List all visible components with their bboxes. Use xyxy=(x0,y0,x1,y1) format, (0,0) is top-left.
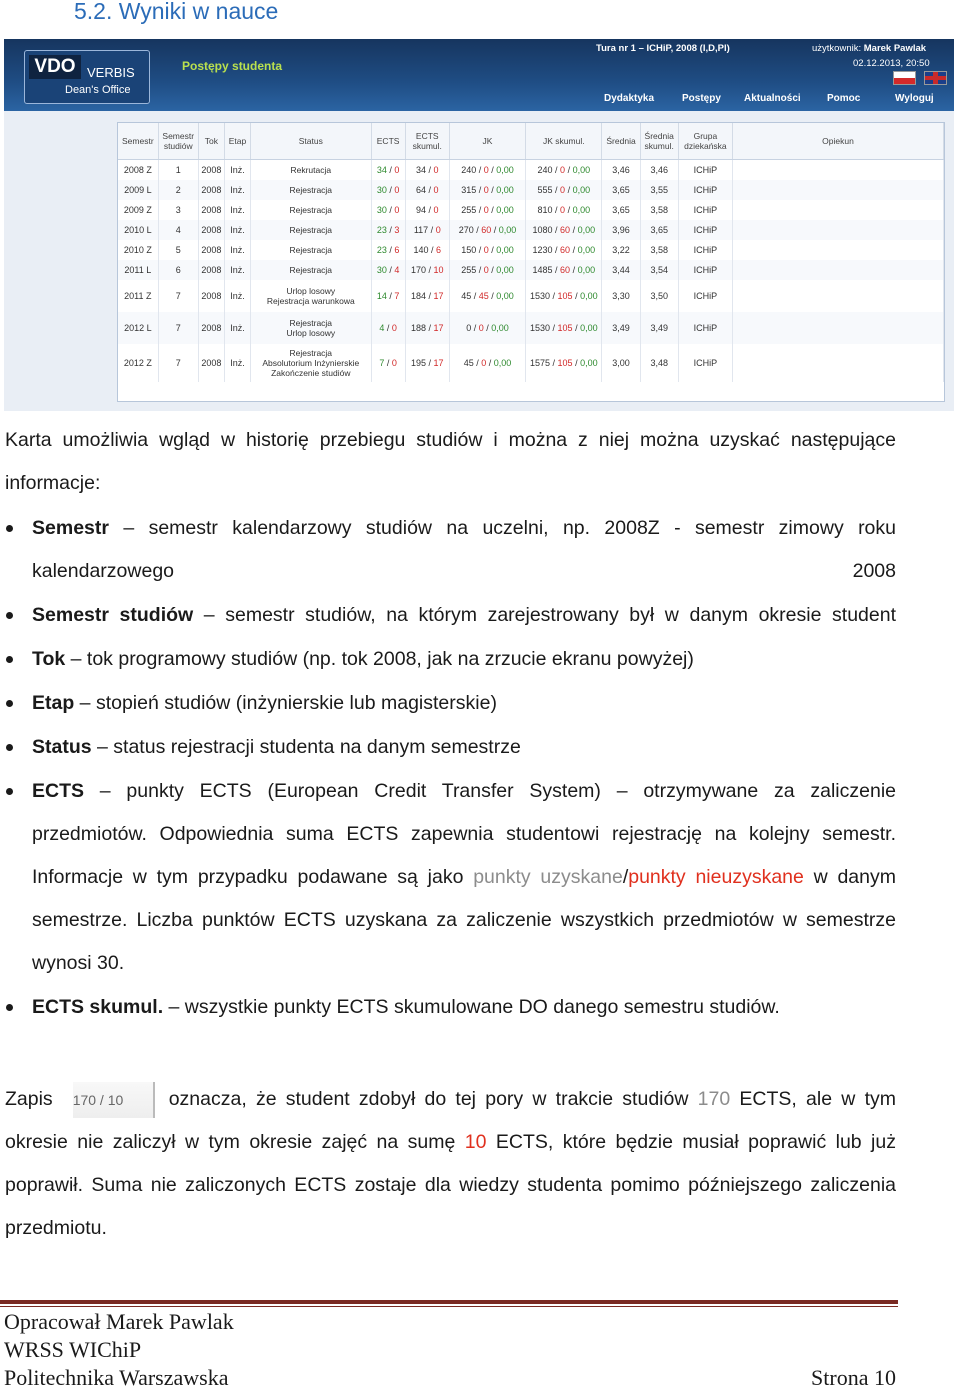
cell-srednia: 3,65 xyxy=(602,200,640,220)
english-flag-icon[interactable] xyxy=(924,71,947,85)
cell-grupa: ICHiP xyxy=(678,220,732,240)
user-info: użytkownik: Marek Pawlak xyxy=(812,43,927,54)
col-semestr-studiow[interactable]: Semestr studiów xyxy=(158,123,198,160)
cell-tok: 2008 xyxy=(198,180,224,200)
col-semestr[interactable]: Semestr xyxy=(118,123,158,160)
cell-srednia-skumul: 3,58 xyxy=(640,200,678,220)
cell-opiekun xyxy=(733,240,944,260)
cell-status: Rejestracja xyxy=(251,220,372,240)
cell-etap: Inż. xyxy=(224,312,250,344)
list-item-etap: Etap – stopień studiów (inżynierskie lub magisterskie) xyxy=(5,682,896,725)
cell-opiekun xyxy=(733,180,944,200)
cell-ects: 7 / 0 xyxy=(371,344,405,382)
session-info xyxy=(596,43,946,69)
cell-jk: 240 / 0 / 0,00 xyxy=(449,160,525,180)
list-item-semestr: Semestr – semestr kalendarzowy studiów na uczelni, np. 2008Z - semestr zimowy roku kalendarzowego 2008 xyxy=(5,507,896,593)
cell-srednia: 3,96 xyxy=(602,220,640,240)
cell-semestr-studiow: 7 xyxy=(158,312,198,344)
menu-aktualnosci[interactable]: Aktualności xyxy=(744,93,801,104)
cell-jk: 0 / 0 / 0,00 xyxy=(449,312,525,344)
col-status[interactable]: Status xyxy=(251,123,372,160)
cell-semestr-studiow: 6 xyxy=(158,260,198,280)
cell-semestr-studiow: 2 xyxy=(158,180,198,200)
cell-jk-skumul: 1485 / 60 / 0,00 xyxy=(526,260,602,280)
cell-jk: 45 / 0 / 0,00 xyxy=(449,344,525,382)
page-number: Strona 10 xyxy=(811,1365,896,1390)
cell-semestr: 2009 Z xyxy=(118,200,158,220)
cell-status: Urlop losowy Rejestracja warunkowa xyxy=(251,280,372,312)
cell-etap: Inż. xyxy=(224,280,250,312)
footer-rule xyxy=(0,1300,898,1304)
cell-grupa: ICHiP xyxy=(678,260,732,280)
col-ects[interactable]: ECTS xyxy=(371,123,405,160)
table-row[interactable] xyxy=(118,344,944,382)
col-srednia-skumul[interactable]: Średnia skumul. xyxy=(640,123,678,160)
cell-etap: Inż. xyxy=(224,200,250,220)
cell-ects: 23 / 3 xyxy=(371,220,405,240)
cell-grupa: ICHiP xyxy=(678,344,732,382)
main-menu xyxy=(4,88,954,110)
cell-grupa: ICHiP xyxy=(678,280,732,312)
cell-grupa: ICHiP xyxy=(678,240,732,260)
logo-deans-text: Dean's Office xyxy=(65,84,131,96)
list-item-ects-skumul: ECTS skumul. – wszystkie punkty ECTS skumulowane DO danego semestru studiów. xyxy=(5,986,896,1029)
cell-ects: 34 / 0 xyxy=(371,160,405,180)
history-table-wrap xyxy=(117,122,945,402)
points-obtained-label: punkty uzyskane xyxy=(473,866,623,888)
cell-semestr-studiow: 7 xyxy=(158,344,198,382)
col-tok[interactable]: Tok xyxy=(198,123,224,160)
table-row[interactable] xyxy=(118,280,944,312)
logo-verbis-text: VERBIS xyxy=(87,65,135,80)
cell-jk-skumul: 1080 / 60 / 0,00 xyxy=(526,220,602,240)
cell-ects: 30 / 4 xyxy=(371,260,405,280)
cell-jk-skumul: 810 / 0 / 0,00 xyxy=(526,200,602,220)
cell-jk-skumul: 1575 / 105 / 0,00 xyxy=(526,344,602,382)
cell-ects-skumul: 184 / 17 xyxy=(405,280,449,312)
cell-semestr: 2012 Z xyxy=(118,344,158,382)
col-jk[interactable]: JK xyxy=(449,123,525,160)
cell-etap: Inż. xyxy=(224,220,250,240)
cell-srednia-skumul: 3,54 xyxy=(640,260,678,280)
cell-srednia-skumul: 3,55 xyxy=(640,180,678,200)
list-item-status: Status – status rejestracji studenta na danym semestrze xyxy=(5,726,896,769)
polish-flag-icon[interactable] xyxy=(893,71,916,85)
definitions-list xyxy=(5,507,896,1030)
cell-grupa: ICHiP xyxy=(678,200,732,220)
cell-status: Rejestracja Urlop losowy xyxy=(251,312,372,344)
cell-semestr-studiow: 4 xyxy=(158,220,198,240)
footer-author: Opracował Marek Pawlak xyxy=(4,1309,234,1334)
col-opiekun[interactable]: Opiekun xyxy=(733,123,944,160)
cell-semestr: 2012 L xyxy=(118,312,158,344)
col-ects-skumul[interactable]: ECTS skumul. xyxy=(405,123,449,160)
cell-jk-skumul: 1530 / 105 / 0,00 xyxy=(526,312,602,344)
footer-unit: WRSS WIChiP xyxy=(4,1337,142,1362)
cell-jk: 255 / 0 / 0,00 xyxy=(449,200,525,220)
cell-etap: Inż. xyxy=(224,240,250,260)
menu-wyloguj[interactable]: Wyloguj xyxy=(895,93,934,104)
cell-ects-skumul: 117 / 0 xyxy=(405,220,449,240)
cell-status: Rejestracja xyxy=(251,200,372,220)
page-footer xyxy=(4,1308,896,1392)
col-srednia[interactable]: Średnia xyxy=(602,123,640,160)
cell-jk-skumul: 240 / 0 / 0,00 xyxy=(526,160,602,180)
cell-status: Rejestracja xyxy=(251,260,372,280)
table-row[interactable] xyxy=(118,240,944,260)
session-date: 02.12.2013, 20:50 xyxy=(853,58,930,69)
list-item-tok: Tok – tok programowy studiów (np. tok 2008, jak na zrzucie ekranu powyżej) xyxy=(5,638,896,681)
cell-ects-skumul: 188 / 17 xyxy=(405,312,449,344)
cell-srednia-skumul: 3,58 xyxy=(640,240,678,260)
cell-semestr: 2009 L xyxy=(118,180,158,200)
cell-tok: 2008 xyxy=(198,260,224,280)
cell-semestr: 2010 L xyxy=(118,220,158,240)
footer-university: Politechnika Warszawska xyxy=(4,1365,229,1390)
cell-opiekun xyxy=(733,200,944,220)
cell-semestr-studiow: 3 xyxy=(158,200,198,220)
cell-semestr: 2011 L xyxy=(118,260,158,280)
ects-example-box: 170 / 10 xyxy=(73,1082,155,1118)
cell-ects: 23 / 6 xyxy=(371,240,405,260)
cell-srednia: 3,00 xyxy=(602,344,640,382)
table-row[interactable] xyxy=(118,260,944,280)
cell-jk: 255 / 0 / 0,00 xyxy=(449,260,525,280)
cell-jk-skumul: 555 / 0 / 0,00 xyxy=(526,180,602,200)
logo-vdo-text: VDO xyxy=(29,55,81,79)
zapis-paragraph: Zapis 170 / 10 oznacza, że student zdobył do tej pory w trakcie studiów 170 ECTS, ale w tym okresie nie zaliczył w tym okresie zajęć na sumę 10 ECTS, które będzie musiał poprawić lub już poprawił. Suma nie zaliczonych ECTS zostaje dla wiedzy studenta pomimo późniejszego zaliczenia przedmiotu. xyxy=(5,1078,896,1250)
section-heading: 5.2. Wyniki w nauce xyxy=(74,0,279,24)
user-name: Marek Pawlak xyxy=(863,43,927,54)
cell-jk: 270 / 60 / 0,00 xyxy=(449,220,525,240)
cell-tok: 2008 xyxy=(198,280,224,312)
list-item-ects: ECTS – punkty ECTS (European Credit Transfer System) – otrzymywane za zaliczenie przedmiotów. Odpowiednia suma ECTS zapewnia studentowi rejestrację na kolejny semestr. Informacje w tym przypadku podawane są jako punkty uzyskane/punkty nieuzyskane w danym semestrze. Liczba punktów ECTS uzyskana za zaliczenie wszystkich przedmiotów w semestrze wynosi 30. xyxy=(5,770,896,985)
cell-opiekun xyxy=(733,280,944,312)
col-grupa[interactable]: Grupa dziekańska xyxy=(678,123,732,160)
col-jk-skumul[interactable]: JK skumul. xyxy=(526,123,602,160)
cell-semestr-studiow: 1 xyxy=(158,160,198,180)
cell-tok: 2008 xyxy=(198,240,224,260)
app-title: Postępy studenta xyxy=(182,59,283,73)
cell-srednia-skumul: 3,65 xyxy=(640,220,678,240)
cell-status: Rejestracja Absolutorium Inżynierskie Zakończenie studiów xyxy=(251,344,372,382)
app-header xyxy=(4,39,954,111)
footer-rule-thin xyxy=(0,1306,898,1307)
study-history-table xyxy=(118,123,944,382)
cell-ects: 30 / 0 xyxy=(371,200,405,220)
cell-ects-skumul: 64 / 0 xyxy=(405,180,449,200)
cell-etap: Inż. xyxy=(224,344,250,382)
cell-jk: 150 / 0 / 0,00 xyxy=(449,240,525,260)
cell-ects-skumul: 94 / 0 xyxy=(405,200,449,220)
cell-status: Rejestracja xyxy=(251,180,372,200)
cell-grupa: ICHiP xyxy=(678,312,732,344)
table-row[interactable] xyxy=(118,220,944,240)
cell-srednia: 3,30 xyxy=(602,280,640,312)
menu-postepy[interactable]: Postępy xyxy=(682,93,721,104)
cell-status: Rekrutacja xyxy=(251,160,372,180)
cell-ects-skumul: 140 / 6 xyxy=(405,240,449,260)
cell-semestr: 2008 Z xyxy=(118,160,158,180)
cell-ects: 4 / 0 xyxy=(371,312,405,344)
cell-opiekun xyxy=(733,312,944,344)
cell-tok: 2008 xyxy=(198,344,224,382)
cell-etap: Inż. xyxy=(224,180,250,200)
cell-jk-skumul: 1530 / 105 / 0,00 xyxy=(526,280,602,312)
cell-srednia: 3,49 xyxy=(602,312,640,344)
col-etap[interactable]: Etap xyxy=(224,123,250,160)
cell-srednia: 3,46 xyxy=(602,160,640,180)
cell-jk-skumul: 1230 / 60 / 0,00 xyxy=(526,240,602,260)
cell-tok: 2008 xyxy=(198,160,224,180)
intro-paragraph: Karta umożliwia wgląd w historię przebiegu studiów i można z niej można uzyskać następujące informacje: xyxy=(5,429,896,494)
points-missing-label: punkty nieuzyskane xyxy=(628,866,804,888)
cell-jk: 45 / 45 / 0,00 xyxy=(449,280,525,312)
cell-jk: 315 / 0 / 0,00 xyxy=(449,180,525,200)
cell-ects-skumul: 195 / 17 xyxy=(405,344,449,382)
cell-opiekun xyxy=(733,260,944,280)
cell-tok: 2008 xyxy=(198,220,224,240)
menu-pomoc[interactable]: Pomoc xyxy=(827,93,861,104)
cell-srednia-skumul: 3,48 xyxy=(640,344,678,382)
cell-semestr: 2011 Z xyxy=(118,280,158,312)
cell-ects-skumul: 34 / 0 xyxy=(405,160,449,180)
table-row[interactable] xyxy=(118,200,944,220)
cell-srednia: 3,22 xyxy=(602,240,640,260)
menu-dydaktyka[interactable]: Dydaktyka xyxy=(604,93,655,104)
cell-grupa: ICHiP xyxy=(678,180,732,200)
cell-srednia: 3,44 xyxy=(602,260,640,280)
tura-label: Tura nr 1 – ICHiP, 2008 (I,D,Pl) xyxy=(596,43,730,54)
cell-ects-skumul: 170 / 10 xyxy=(405,260,449,280)
history-table-body xyxy=(118,160,944,382)
screenshot-panel xyxy=(4,39,954,411)
cell-etap: Inż. xyxy=(224,260,250,280)
cell-semestr-studiow: 7 xyxy=(158,280,198,312)
cell-opiekun xyxy=(733,344,944,382)
cell-srednia-skumul: 3,50 xyxy=(640,280,678,312)
table-row[interactable] xyxy=(118,180,944,200)
cell-tok: 2008 xyxy=(198,312,224,344)
cell-grupa: ICHiP xyxy=(678,160,732,180)
cell-status: Rejestracja xyxy=(251,240,372,260)
cell-etap: Inż. xyxy=(224,160,250,180)
language-switch xyxy=(889,71,947,89)
cell-srednia-skumul: 3,46 xyxy=(640,160,678,180)
table-row[interactable] xyxy=(118,312,944,344)
cell-semestr: 2010 Z xyxy=(118,240,158,260)
table-row[interactable] xyxy=(118,160,944,180)
cell-opiekun xyxy=(733,160,944,180)
cell-ects: 14 / 7 xyxy=(371,280,405,312)
cell-semestr-studiow: 5 xyxy=(158,240,198,260)
cell-srednia-skumul: 3,49 xyxy=(640,312,678,344)
cell-srednia: 3,65 xyxy=(602,180,640,200)
cell-ects: 30 / 0 xyxy=(371,180,405,200)
cell-tok: 2008 xyxy=(198,200,224,220)
cell-opiekun xyxy=(733,220,944,240)
list-item-semestr-studiow: Semestr studiów – semestr studiów, na którym zarejestrowany był w danym okresie student xyxy=(5,594,896,637)
